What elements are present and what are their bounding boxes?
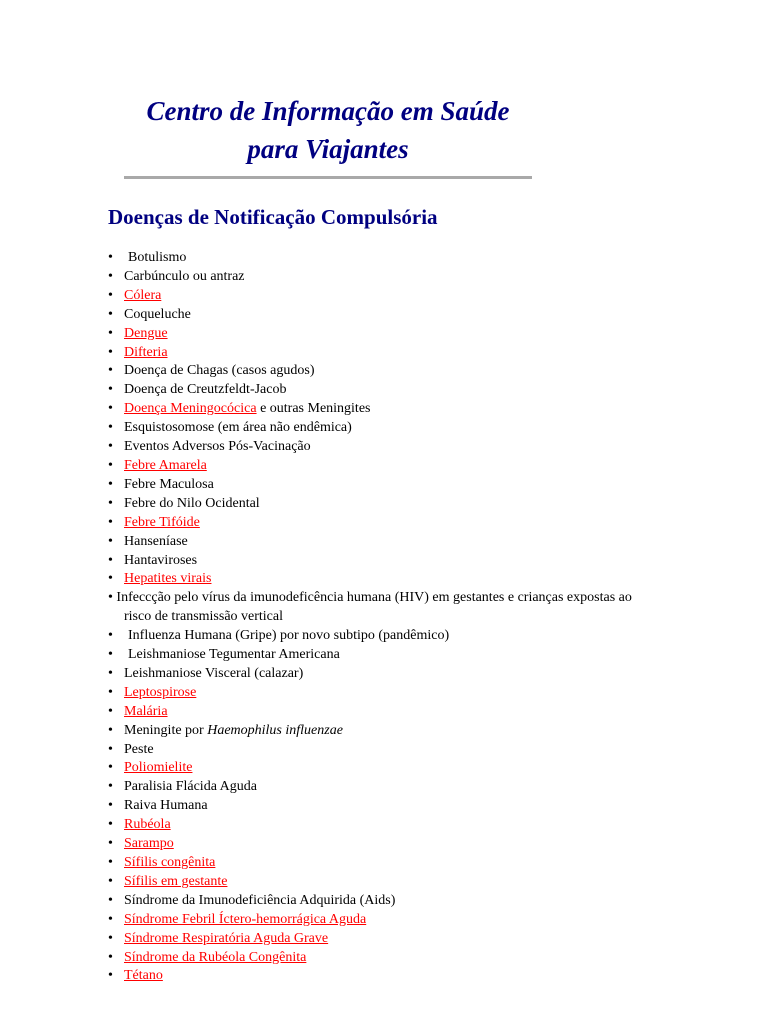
list-item <box>108 930 648 949</box>
item-text: Coqueluche <box>124 306 191 322</box>
item-text: Paralisia Flácida Aguda <box>124 779 257 795</box>
list-item <box>108 892 648 911</box>
site-title-line-2: para Viajantes <box>247 134 409 164</box>
list-item <box>108 438 648 457</box>
item-text: Hantaviroses <box>124 552 198 568</box>
list-item <box>108 778 648 797</box>
link-poliomielite[interactable]: Poliomielite <box>124 760 193 776</box>
list-item <box>108 967 648 986</box>
link-hepatites-virais[interactable]: Hepatites virais <box>124 571 212 587</box>
item-text: Leishmaniose Tegumentar Americana <box>128 647 340 663</box>
item-text: e outras Meningites <box>260 401 371 417</box>
horizontal-rule <box>124 176 532 179</box>
item-text: Doença de Chagas (casos agudos) <box>124 363 315 379</box>
link-febre-amarela[interactable]: Febre Amarela <box>124 457 207 473</box>
link-dengue[interactable]: Dengue <box>124 325 168 341</box>
list-item <box>108 325 648 344</box>
list-item <box>108 854 648 873</box>
link-doenca-meningococica[interactable]: Doença Meningocócica <box>124 401 257 417</box>
list-item <box>108 400 648 419</box>
list-item <box>108 741 648 760</box>
list-item <box>108 495 648 514</box>
list-item <box>108 362 648 381</box>
link-tetano[interactable]: Tétano <box>124 968 163 984</box>
list-item <box>108 911 648 930</box>
list-item <box>108 344 648 363</box>
link-sindrome-febril[interactable]: Síndrome Febril Íctero-hemorrágica Aguda <box>124 911 367 927</box>
list-item <box>108 873 648 892</box>
list-item <box>108 249 648 268</box>
list-item: • Infeccção pelo vírus da imunodeficência humana (HIV) em gestantes e crianças expostas ao risco de transmissão vertical <box>108 590 632 625</box>
item-text: Carbúnculo ou antraz <box>124 268 245 284</box>
link-sifilis-congenita[interactable]: Sífilis congênita <box>124 855 216 870</box>
list-item <box>108 703 648 722</box>
list-item <box>108 268 648 287</box>
link-leptospirose[interactable]: Leptospirose <box>124 684 197 700</box>
list-item <box>108 797 648 816</box>
link-sifilis-em-gestante[interactable]: Sífilis em gestante <box>124 873 228 889</box>
link-sindrome-rubeola-congenita[interactable]: Síndrome da Rubéola Congênita <box>124 949 307 965</box>
item-text: Raiva Humana <box>124 798 208 814</box>
list-item <box>108 533 648 552</box>
list-item <box>108 665 648 684</box>
item-text: Febre Maculosa <box>124 476 214 492</box>
item-text: Doença de Creutzfeldt-Jacob <box>124 382 287 398</box>
list-item <box>108 835 648 854</box>
list-item <box>108 816 648 835</box>
link-malaria[interactable]: Malária <box>124 703 168 719</box>
list-item <box>108 627 648 646</box>
site-title <box>100 92 556 168</box>
list-item <box>108 381 648 400</box>
item-text: Eventos Adversos Pós-Vacinação <box>124 439 311 455</box>
item-text: Hanseníase <box>124 533 188 549</box>
list-item <box>108 306 648 325</box>
item-text: Esquistosomose (em área não endêmica) <box>124 420 352 436</box>
list-item <box>108 476 648 495</box>
link-difteria[interactable]: Difteria <box>124 344 168 360</box>
link-colera[interactable]: Cólera <box>124 287 162 303</box>
list-item <box>108 552 648 571</box>
list-item <box>108 646 648 665</box>
item-text: Botulismo <box>128 250 187 265</box>
item-text: Febre do Nilo Ocidental <box>124 495 260 511</box>
list-item <box>108 457 648 476</box>
list-item <box>108 722 648 741</box>
link-sindrome-respiratoria[interactable]: Síndrome Respiratória Aguda Grave <box>124 930 329 946</box>
section-title: Doenças de Notificação Compulsória <box>108 205 438 229</box>
list-item <box>108 514 648 533</box>
list-item <box>108 949 648 968</box>
list-item <box>108 419 648 438</box>
link-rubeola[interactable]: Rubéola <box>124 817 171 833</box>
link-sarampo[interactable]: Sarampo <box>124 836 174 852</box>
item-text: Leishmaniose Visceral (calazar) <box>124 665 304 681</box>
list-item <box>108 287 648 306</box>
item-text: Peste <box>124 741 154 757</box>
list-item <box>108 684 648 703</box>
list-item <box>108 759 648 778</box>
item-text: Síndrome da Imunodeficiência Adquirida (Aids) <box>124 892 396 908</box>
item-text: Influenza Humana (Gripe) por novo subtipo (pandêmico) <box>128 628 450 644</box>
item-text: Meningite por <box>124 722 204 738</box>
item-text-italic: Haemophilus influenzae <box>207 722 343 738</box>
list-item <box>108 570 648 589</box>
link-febre-tifoide[interactable]: Febre Tifóide <box>124 514 200 530</box>
site-title-line-1: Centro de Informação em Saúde <box>146 96 510 126</box>
disease-list <box>108 249 648 986</box>
item-text: Infeccção pelo vírus da imunodeficência humana (HIV) em gestantes e crianças expostas ao risco de transmissão vertical <box>116 590 632 625</box>
